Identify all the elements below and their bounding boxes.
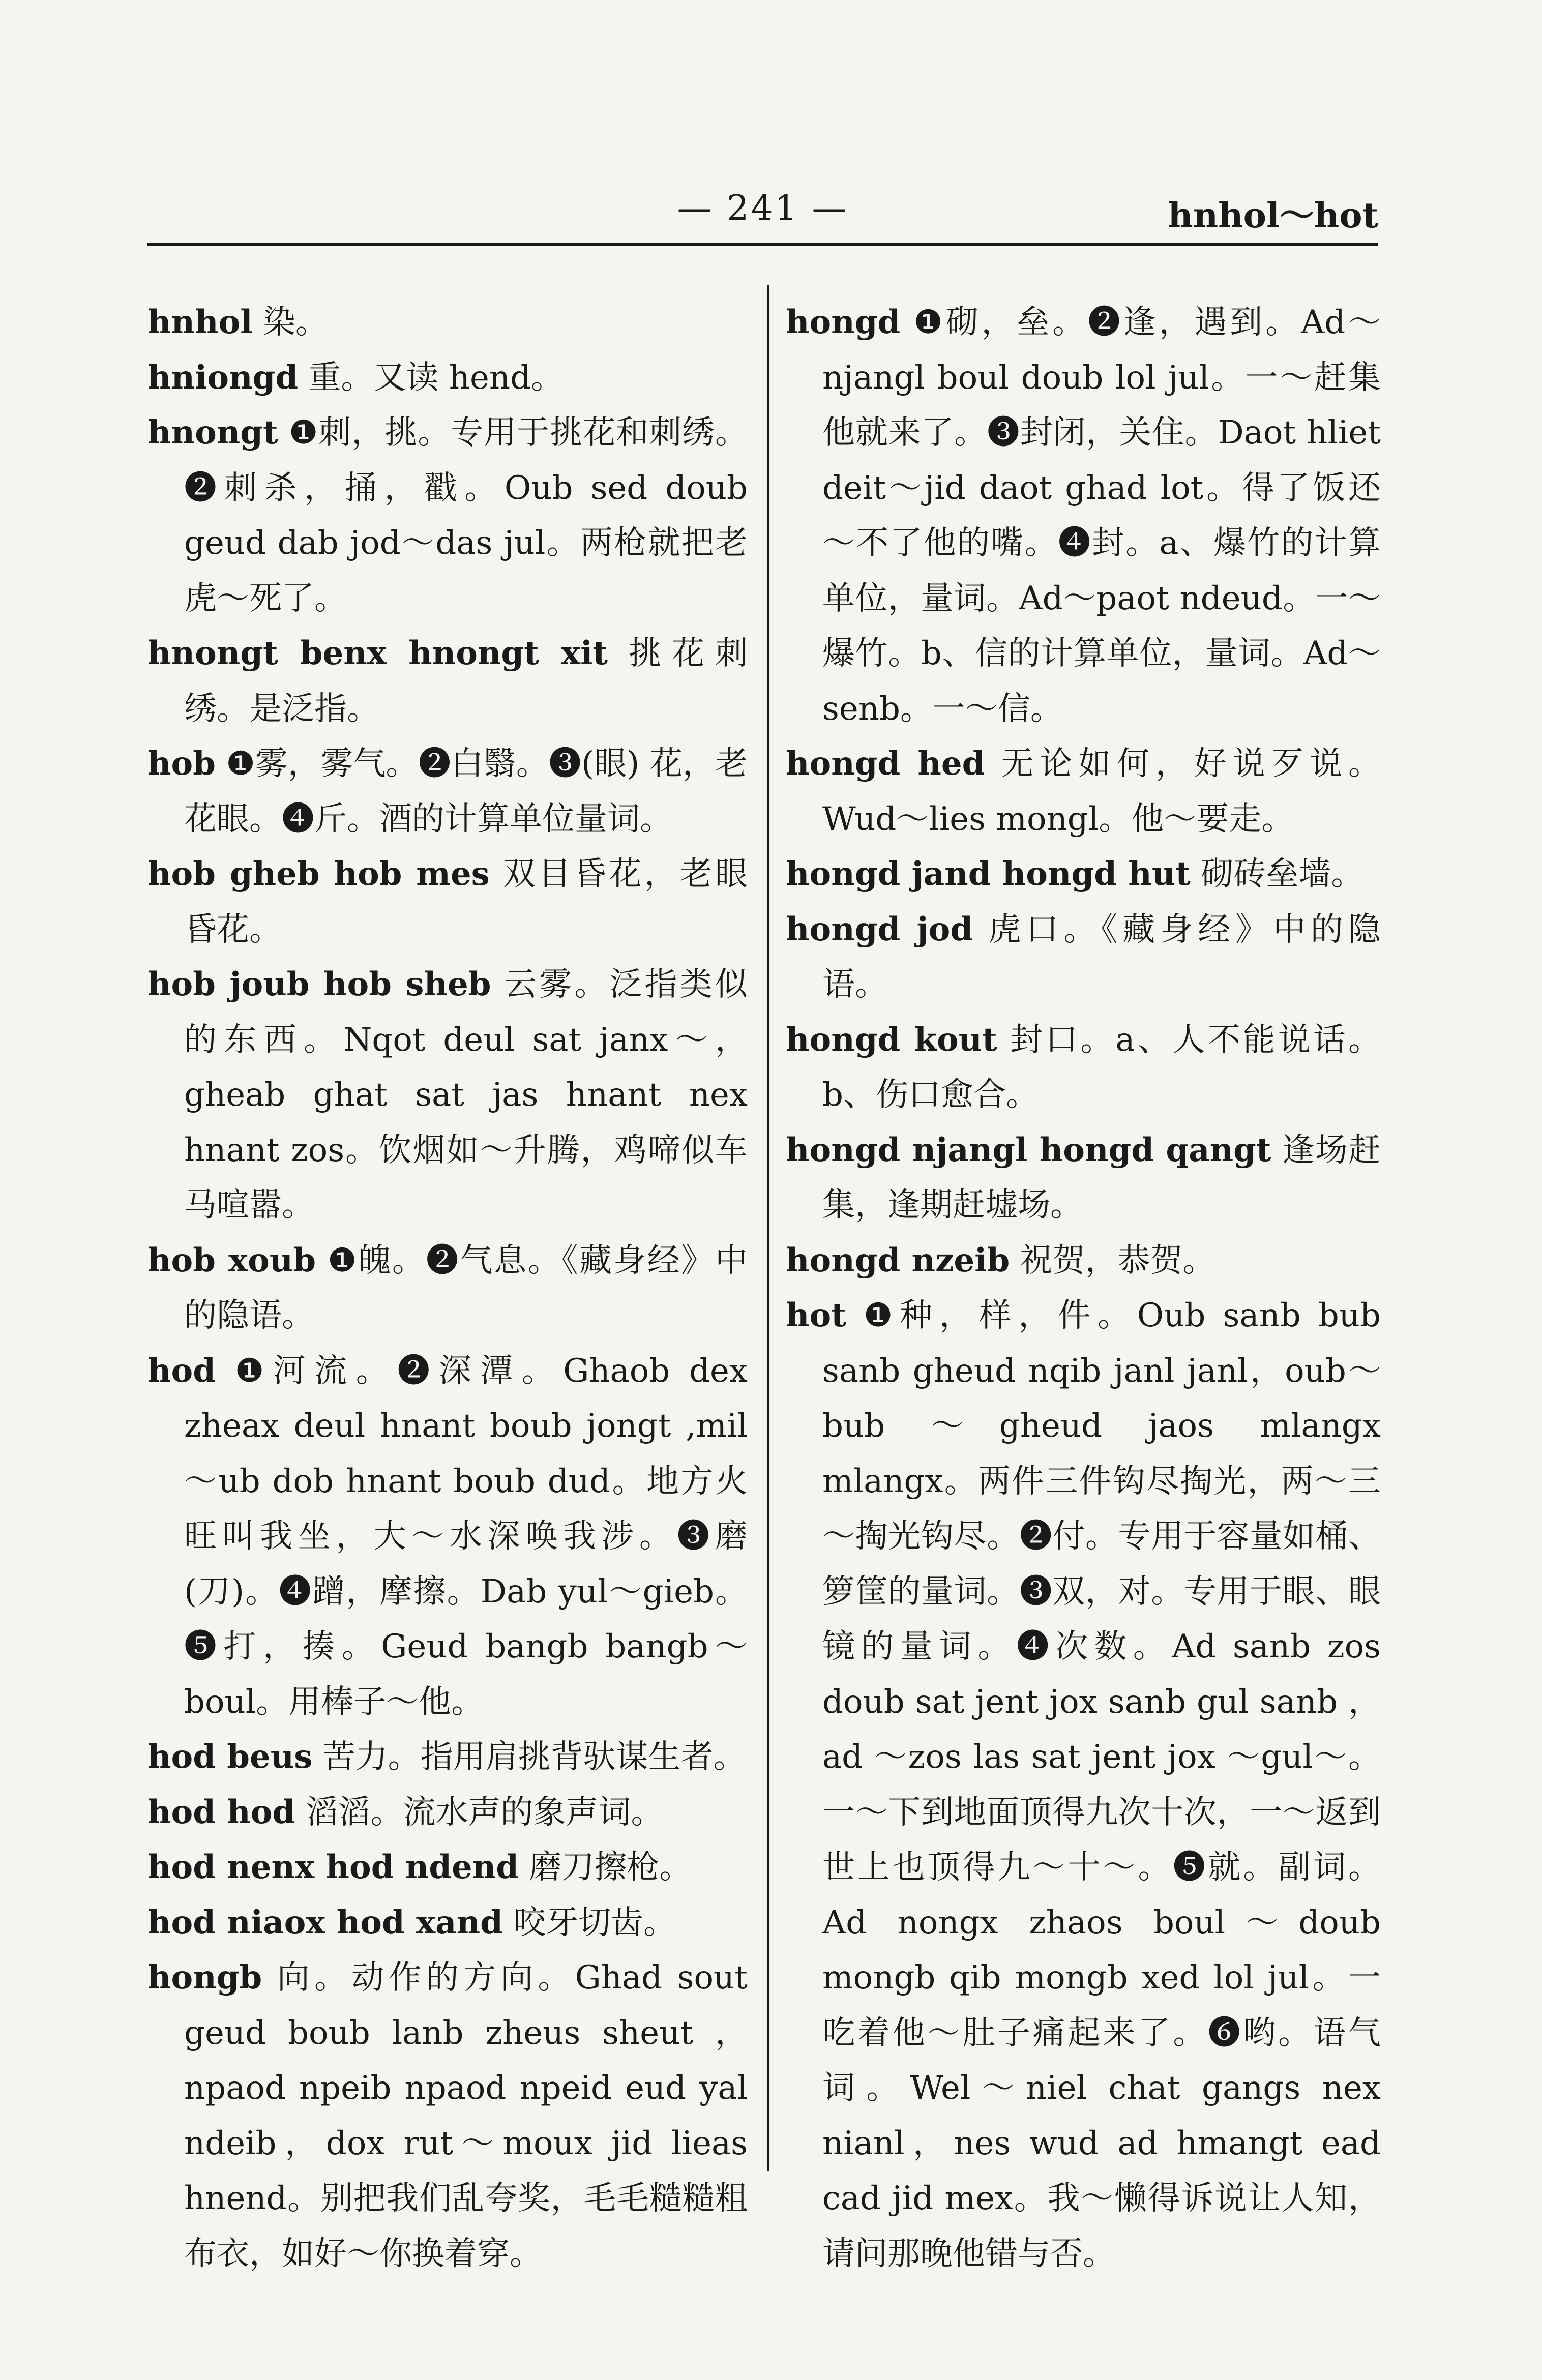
dictionary-entry — [786, 736, 1381, 847]
headword: hongd nzeib — [786, 1241, 1010, 1280]
headword: hongd hed — [786, 745, 985, 783]
definition: 向。动作的方向。Ghad sout geud boub lanb zheus sheut ，npaod npeib npaod npeid eud yal ndeib，dox rut～moux jid lieas hnend。别把我们乱夸奖，毛毛糙糙粗布衣，如好～你换着穿。 — [184, 1959, 748, 2273]
headword: hongd jand hongd hut — [786, 855, 1191, 893]
definition: 苦力。指用肩挑背驮谋生者。 — [312, 1738, 746, 1776]
definition: 砌砖垒墙。 — [1190, 855, 1364, 893]
headword: hnongt — [147, 413, 278, 452]
dictionary-entry — [147, 957, 748, 1233]
headword: hongd jod — [786, 910, 973, 948]
headword: hod nenx hod ndend — [147, 1848, 519, 1886]
headword: hod beus — [147, 1738, 313, 1776]
headword: hob — [147, 745, 216, 783]
dictionary-entry — [786, 1233, 1381, 1289]
right-column — [786, 295, 1381, 2281]
dictionary-entry — [147, 295, 748, 350]
headword: hod hod — [147, 1793, 295, 1831]
running-head: hnhol～hot — [1168, 195, 1378, 236]
headword: hod niaox hod xand — [147, 1903, 503, 1942]
dictionary-entry — [786, 1288, 1381, 2281]
headword: hongd njangl hongd qangt — [786, 1130, 1271, 1169]
page-number: — 241 — — [677, 188, 849, 228]
dictionary-entry — [147, 1895, 748, 1951]
headword: hod — [147, 1351, 216, 1390]
definition: 云雾。泛指类似的东西。Nqot deul sat janx～，gheab ghat sat jas hnant nex hnant zos。饮烟如～升腾，鸡啼似车马喧嚣。 — [184, 966, 748, 1224]
definition: ❶刺，挑。专用于挑花和刺绣。❷刺杀，捅，戳。Oub sed doub geud dab jod～das jul。两枪就把老虎～死了。 — [184, 414, 748, 617]
left-column — [147, 295, 748, 2281]
definition: ❶砌，垒。❷逢，遇到。Ad～njangl boul doub lol jul。一～赶集他就来了。❸封闭，关住。Daot hliet deit～jid daot ghad lot。得了饭还～不了他的嘴。❹封。a、爆竹的计算单位，量词。Ad～paot ndeud。一～爆竹。b、信的计算单位，量词。Ad～senb。一～信。 — [822, 304, 1381, 728]
dictionary-entry — [786, 847, 1381, 902]
dictionary-entry — [786, 295, 1381, 736]
dictionary-entry — [786, 902, 1381, 1013]
dictionary-entry — [147, 736, 748, 847]
definition: 祝贺，恭贺。 — [1010, 1241, 1215, 1280]
dictionary-entry — [147, 1233, 748, 1344]
definition: ❶河流。❷深潭。Ghaob dex zheax deul hnant boub jongt ,mil～ub dob hnant boub dud。地方火旺叫我坐，大～水深唤我涉。❸磨 (刀)。❹蹭，摩擦。Dab yul～gieb。❺打，揍。Geud bangb bangb～boul。用棒子～他。 — [184, 1352, 748, 1721]
definition: 双目昏花，老眼昏花。 — [184, 855, 748, 948]
definition: 染。 — [252, 304, 328, 341]
headword: hob gheb hob mes — [147, 855, 490, 893]
definition: 逢场赶集，逢期赶墟场。 — [822, 1131, 1381, 1224]
definition: 咬牙切齿。 — [502, 1903, 676, 1942]
dictionary-entry — [147, 1950, 748, 2281]
definition: ❶魄。❷气息。《藏身经》中的隐语。 — [184, 1241, 748, 1334]
headword: hniongd — [147, 358, 299, 397]
headword: hnongt benx hnongt xit — [147, 634, 608, 672]
definition: 封口。a、人不能说话。b、伤口愈合。 — [822, 1021, 1381, 1114]
dictionary-entry — [147, 350, 748, 406]
definition: ❶雾，雾气。❷白翳。❸(眼) 花，老花眼。❹斤。酒的计算单位量词。 — [184, 745, 748, 838]
definition: ❶种，样，件。Oub sanb bub sanb gheud nqib janl janl，oub～bub ～gheud jaos mlangx mlangx。两件三件钩尽掏光，两～三～掏光钩尽。❷付。专用于容量如桶、箩筐的量词。❸双，对。专用于眼、眼镜的量词。❹次数。Ad sanb zos doub sat jent jox sanb gul sanb ，ad ～zos las sat jent jox ～gul～。一～下到地面顶得九次十次，一～返到世上也顶得九～十～。❺就。副词。Ad nongx zhaos boul～doub mongb qib mongb xed lol jul。一吃着他～肚子痛起来了。❻哟。语气词。Wel～niel chat gangs nex nianl，nes wud ad hmangt ead cad jid mex。我～懒得诉说让人知，请问那晚他错与否。 — [822, 1297, 1381, 2273]
dictionary-entry — [147, 1840, 748, 1895]
definition: 磨刀擦枪。 — [519, 1849, 692, 1886]
headword: hob xoub — [147, 1241, 316, 1280]
page-header — [147, 183, 1378, 244]
dictionary-entry — [147, 405, 748, 626]
headword: hob joub hob sheb — [147, 965, 491, 1003]
definition: 无论如何，好说歹说。Wud～lies mongl。他～要走。 — [822, 745, 1381, 838]
definition: 滔滔。流水声的象声词。 — [295, 1793, 664, 1831]
headword: hongd — [786, 303, 901, 341]
dictionary-entry — [147, 847, 748, 957]
dictionary-entry — [147, 1785, 748, 1840]
definition: 挑花刺绣。是泛指。 — [184, 635, 748, 728]
column-divider — [767, 285, 769, 2171]
dictionary-entry — [786, 1123, 1381, 1233]
dictionary-entry — [147, 626, 748, 736]
definition: 虎口。《藏身经》中的隐语。 — [822, 910, 1381, 1003]
dictionary-entry — [147, 1730, 748, 1785]
definition: 重。又读 hend。 — [298, 359, 564, 397]
headword: hongb — [147, 1958, 262, 1997]
headword: hongd kout — [786, 1020, 997, 1059]
headword: hot — [786, 1296, 846, 1334]
header-rule — [147, 243, 1378, 246]
dictionary-entry — [147, 1344, 748, 1730]
dictionary-entry — [786, 1013, 1381, 1123]
headword: hnhol — [147, 303, 253, 341]
